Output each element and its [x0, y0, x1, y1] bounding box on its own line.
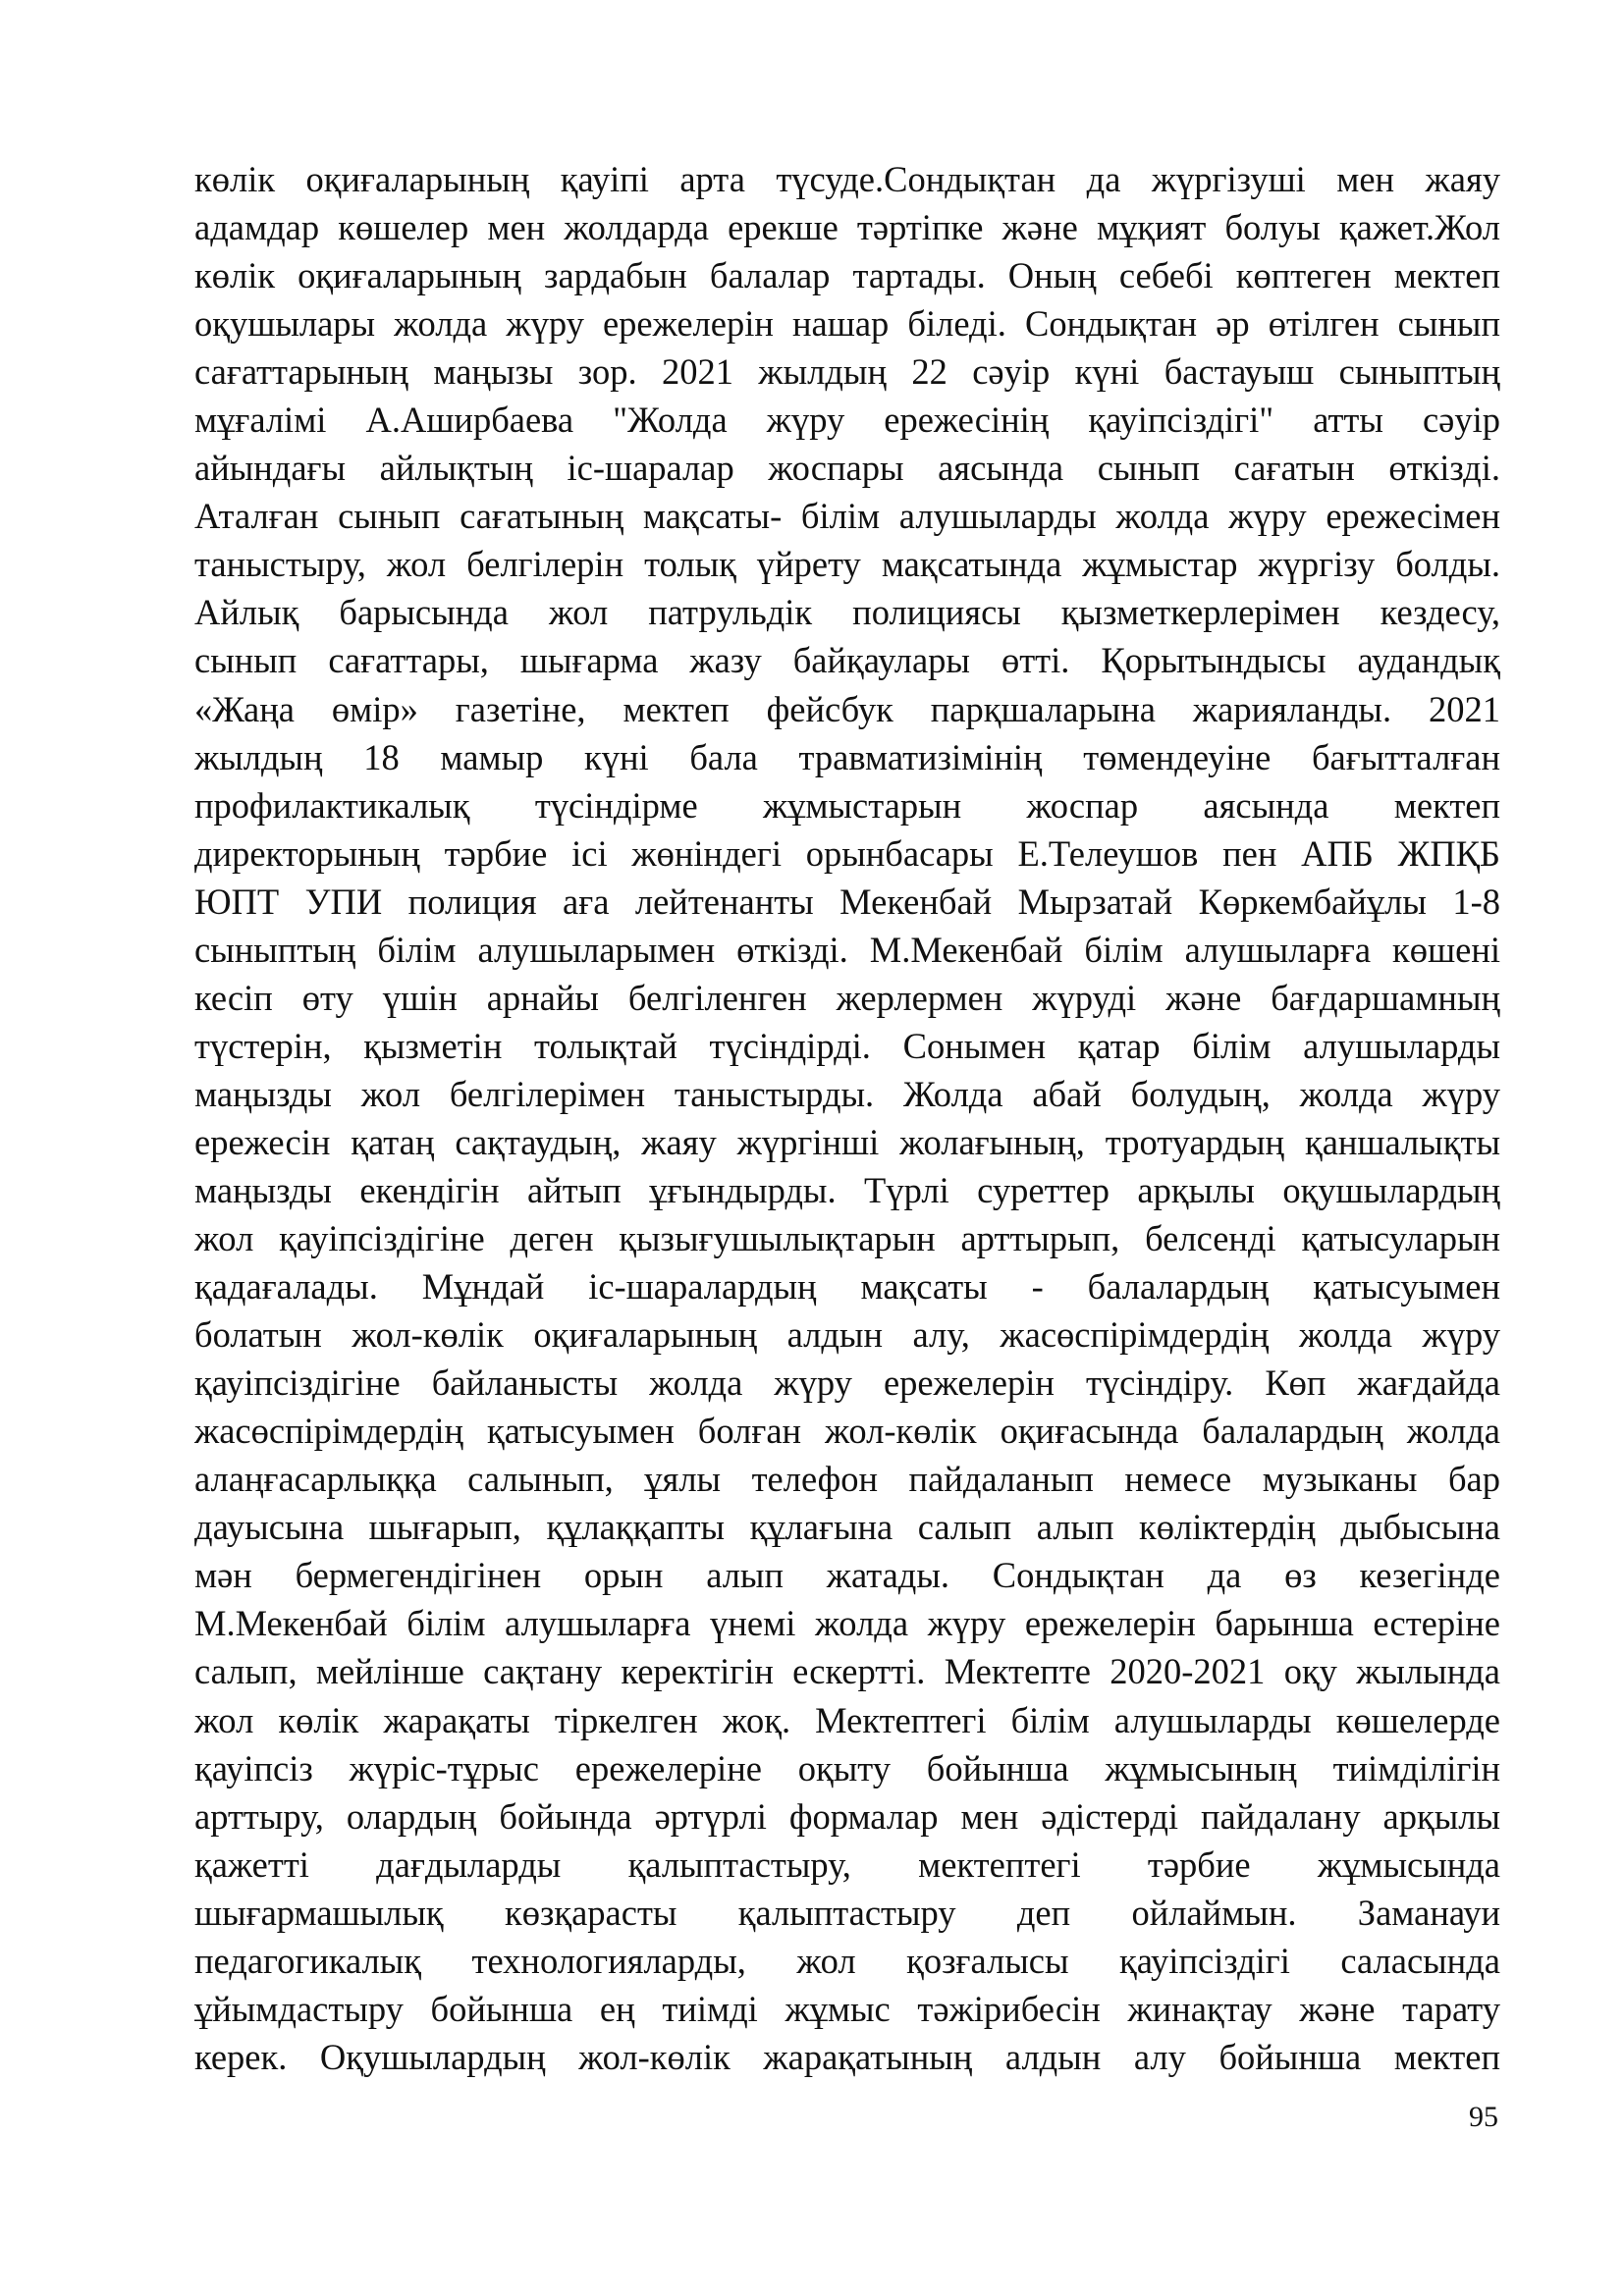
text-line: қауіпсіз жүріс-тұрыс ережелеріне оқыту бойынша жұмысының тиімділігін — [194, 1747, 1500, 1789]
text-line: маңызды жол белгілерімен таныстырды. Жолда абай болудың, жолда жүру — [194, 1073, 1500, 1114]
text-line: көлік оқиғаларының қауіпі арта түсуде.Сондықтан да жүргізуші мен жаяу — [194, 159, 1500, 199]
text-line: сыныптың білім алушыларымен өткізді. М.Мекенбай білім алушыларға көшені — [194, 929, 1500, 970]
text-line: түстерін, қызметін толықтай түсіндірді. Сонымен қатар білім алушыларды — [194, 1025, 1500, 1066]
text-line: ұйымдастыру бойынша ең тиімді жұмыс тәжірибесін жинақтау және тарату — [194, 1988, 1500, 2029]
text-line: Аталған сынып сағатының мақсаты- білім алушыларды жолда жүру ережесімен — [194, 496, 1500, 537]
text-line: М.Мекенбай білім алушыларға үнемі жолда жүру ережелерін барынша естеріне — [194, 1603, 1500, 1644]
text-line: таныстыру, жол белгілерін толық үйрету мақсатында жұмыстар жүргізу болды. — [194, 544, 1500, 585]
text-line: болатын жол-көлік оқиғаларының алдын алу, жасөспірімдердің жолда жүру — [194, 1314, 1500, 1356]
text-line: кесіп өту үшін арнайы белгіленген жерлермен жүруді және бағдаршамның — [194, 977, 1500, 1018]
text-line: сағаттарының маңызы зор. 2021 жылдың 22 сәуір күні бастауыш сыныптың — [194, 351, 1500, 393]
text-line: көлік оқиғаларының зардабын балалар тартады. Оның себебі көптеген мектеп — [194, 255, 1500, 296]
text-line: жылдың 18 мамыр күні бала травматизімінің төмендеуіне бағытталған — [194, 736, 1500, 777]
page-number: 95 — [1469, 2101, 1498, 2133]
text-line: профилактикалық түсіндірме жұмыстарын жоспар аясында мектеп — [194, 784, 1500, 826]
text-line: директорының тәрбие ісі жөніндегі орынбасары Е.Телеушов пен АПБ ЖПҚБ — [194, 832, 1500, 874]
text-line: ережесін қатаң сақтаудың, жаяу жүргінші жолағының, тротуардың қаншалықты — [194, 1121, 1500, 1162]
text-line: ЮПТ УПИ полиция аға лейтенанты Мекенбай Мырзатай Көркембайұлы 1-8 — [194, 881, 1500, 922]
text-line: шығармашылық көзқарасты қалыптастыру деп ойлаймын. Заманауи — [194, 1892, 1500, 1933]
text-line: жасөспірімдердің қатысуымен болған жол-көлік оқиғасында балалардың жолда — [194, 1411, 1500, 1452]
text-line: Айлық барысында жол патрульдік полициясы қызметкерлерімен кездесу, — [194, 592, 1500, 633]
text-line: арттыру, олардың бойында әртүрлі формалар мен әдістерді пайдалану арқылы — [194, 1795, 1500, 1837]
text-line: сынып сағаттары, шығарма жазу байқаулары өтті. Қорытындысы аудандық — [194, 640, 1500, 681]
text-line: қауіпсіздігіне байланысты жолда жүру ережелерін түсіндіру. Көп жағдайда — [194, 1362, 1500, 1404]
text-line: мән бермегендігінен орын алып жатады. Сондықтан да өз кезегінде — [194, 1555, 1500, 1596]
text-line: қадағалады. Мұндай іс-шаралардың мақсаты - балалардың қатысуымен — [194, 1266, 1500, 1308]
text-line: «Жаңа өмір» газетіне, мектеп фейсбук парқшаларына жарияланды. 2021 — [194, 688, 1500, 729]
text-line: оқушылары жолда жүру ережелерін нашар біледі. Сондықтан әр өтілген сынып — [194, 303, 1500, 345]
text-line: жол қауіпсіздігіне деген қызығушылықтарын арттырып, белсенді қатысуларын — [194, 1218, 1500, 1259]
text-line: жол көлік жарақаты тіркелген жоқ. Мектептегі білім алушыларды көшелерде — [194, 1699, 1500, 1740]
text-line: дауысына шығарып, құлаққапты құлағына салып алып көліктердің дыбысына — [194, 1507, 1500, 1548]
text-line: керек. Оқушылардың жол-көлік жарақатының алдын алу бойынша мектеп — [194, 2036, 1500, 2077]
text-line: салып, мейлінше сақтану керектігін ескертті. Мектепте 2020-2021 оқу жылында — [194, 1651, 1500, 1692]
text-line: адамдар көшелер мен жолдарда ерекше тәртіпке және мұқият болуы қажет.Жол — [194, 207, 1500, 248]
text-line: маңызды екендігін айтып ұғындырды. Түрлі суреттер арқылы оқушылардың — [194, 1169, 1500, 1210]
text-line: педагогикалық технологияларды, жол қозғалысы қауіпсіздігі саласында — [194, 1940, 1500, 1981]
body-text — [194, 155, 1500, 2081]
text-line: қажетті дағдыларды қалыптастыру, мектептегі тәрбие жұмысында — [194, 1843, 1500, 1885]
text-line: алаңғасарлыққа салынып, ұялы телефон пайдаланып немесе музыканы бар — [194, 1459, 1500, 1500]
text-line: айындағы айлықтың іс-шаралар жоспары аясында сынып сағатын өткізді. — [194, 448, 1500, 489]
text-line: мұғалімі А.Аширбаева "Жолда жүру ережесінің қауіпсіздігі" атты сәуір — [194, 400, 1500, 441]
